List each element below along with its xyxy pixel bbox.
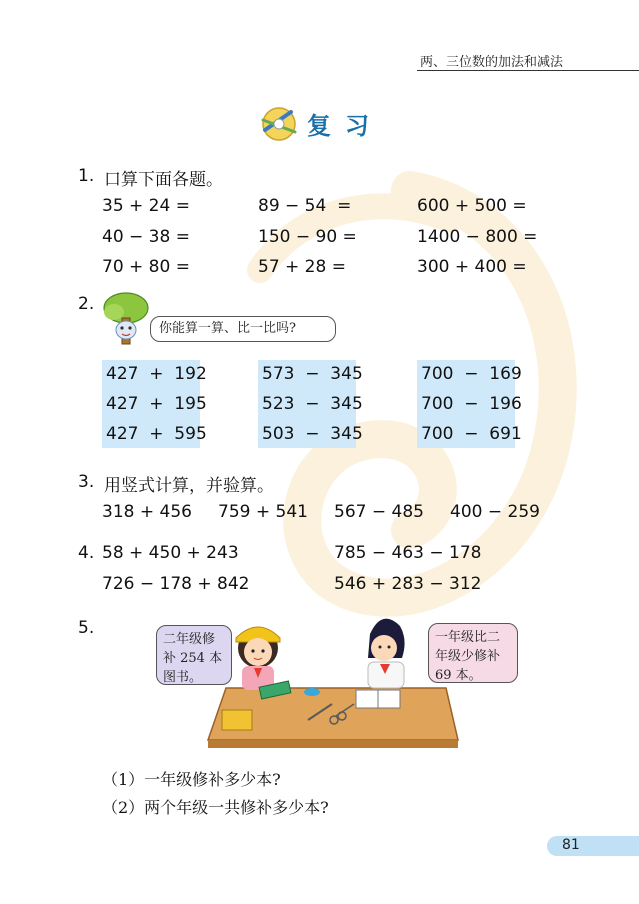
right-bubble-line: 69 本。 [435, 668, 482, 683]
q4-item: 785 − 463 − 178 [334, 543, 482, 563]
q1-item: 40 − 38 = [102, 227, 190, 247]
right-bubble-line: 一年级比二 [435, 630, 501, 645]
q5-subquestion-2: （2）两个年级一共修补多少本? [102, 798, 329, 817]
left-bubble-line: 二年级修 [163, 632, 216, 647]
q1-number: 1. [78, 166, 95, 186]
q3-item: 759 + 541 [218, 502, 308, 522]
page-number: 81 [562, 837, 580, 853]
q3-item: 400 − 259 [450, 502, 540, 522]
students-at-table-illustration [196, 612, 466, 760]
q2-item: 427 + 192 [106, 364, 207, 384]
q2-item: 573 − 345 [262, 364, 363, 384]
q2-item: 427 + 595 [106, 424, 207, 444]
q2-item: 700 − 169 [421, 364, 522, 384]
title-text: 复习 [307, 112, 383, 140]
q1-item: 150 − 90 = [258, 227, 357, 247]
q4-item: 58 + 450 + 243 [102, 543, 239, 563]
q1-item: 600 + 500 = [417, 196, 527, 216]
q2-item: 523 − 345 [262, 394, 363, 414]
q3-number: 3. [78, 472, 95, 492]
review-badge-icon [255, 100, 303, 144]
right-speech-bubble [428, 623, 518, 683]
right-bubble-line: 年级少修补 [435, 649, 501, 664]
tree-mascot-icon [100, 290, 152, 352]
q5-number: 5. [78, 618, 95, 638]
q1-item: 70 + 80 = [102, 257, 190, 277]
q4-number: 4. [78, 543, 95, 563]
q1-item: 1400 − 800 = [417, 227, 538, 247]
q2-item: 503 − 345 [262, 424, 363, 444]
q3-item: 567 − 485 [334, 502, 424, 522]
left-speech-bubble [156, 625, 232, 685]
q1-item: 89 − 54 = [258, 196, 352, 216]
q4-item: 726 − 178 + 842 [102, 574, 250, 594]
header-divider [417, 70, 639, 71]
q2-item: 700 − 196 [421, 394, 522, 414]
q3-prompt: 用竖式计算，并验算。 [104, 476, 274, 496]
left-bubble-line: 图书。 [163, 670, 203, 685]
page-number-tab [547, 836, 639, 856]
q1-item: 35 + 24 = [102, 196, 190, 216]
q1-prompt: 口算下面各题。 [104, 170, 223, 190]
q2-bubble-text: 你能算一算、比一比吗? [159, 321, 296, 336]
q4-item: 546 + 283 − 312 [334, 574, 482, 594]
q2-item: 427 + 195 [106, 394, 207, 414]
q2-item: 700 − 691 [421, 424, 522, 444]
q5-subquestion-1: （1）一年级修补多少本? [102, 770, 281, 789]
q1-item: 300 + 400 = [417, 257, 527, 277]
q3-item: 318 + 456 [102, 502, 192, 522]
q2-speech-bubble [150, 316, 336, 342]
section-title [255, 100, 385, 146]
q1-item: 57 + 28 = [258, 257, 346, 277]
left-bubble-line: 补 254 本 [163, 651, 223, 666]
q2-number: 2. [78, 294, 95, 314]
chapter-header: 两、三位数的加法和减法 [420, 55, 564, 70]
